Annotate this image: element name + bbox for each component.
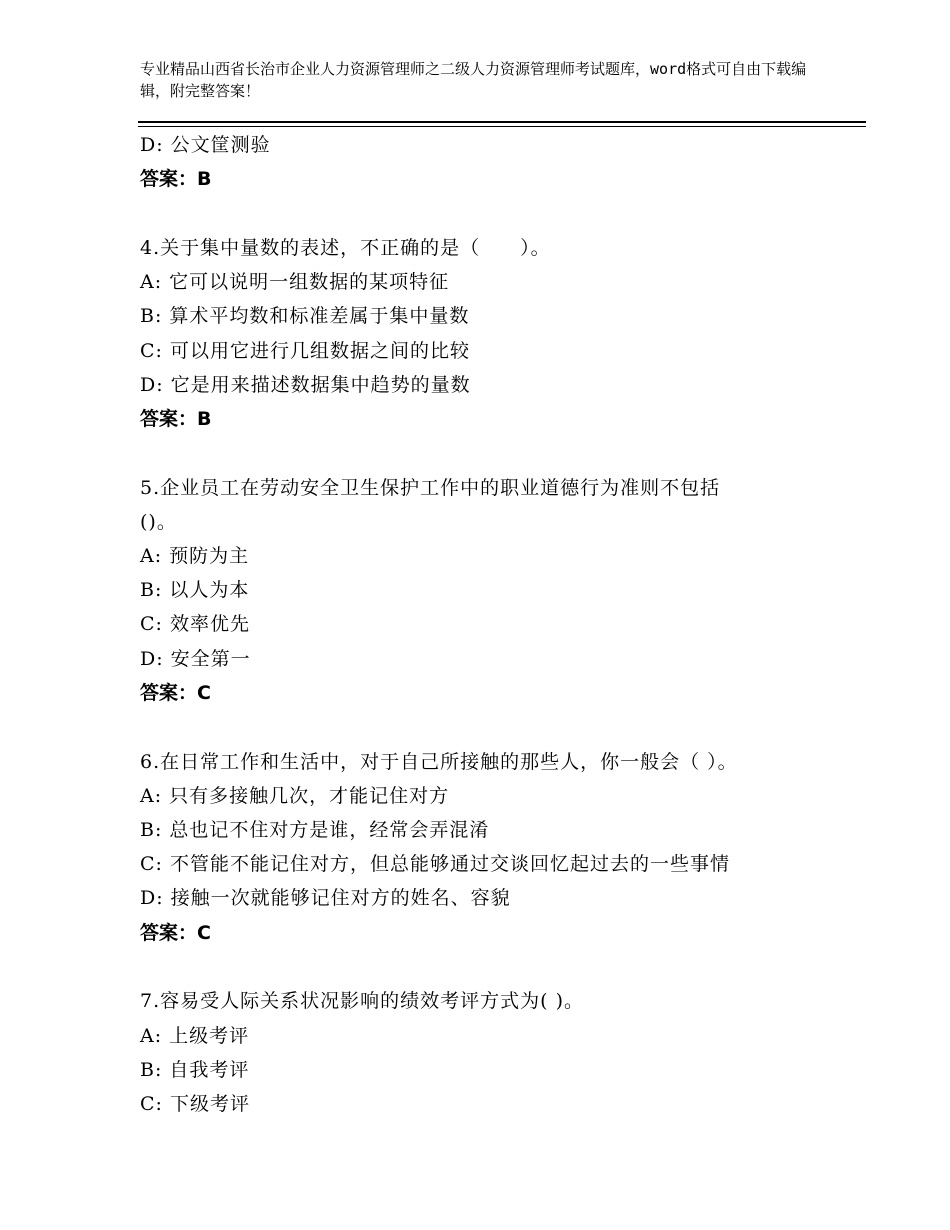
q4-option-a: A: 它可以说明一组数据的某项特征 (140, 271, 450, 294)
q5-stem-line1: 5.企业员工在劳动安全卫生保护工作中的职业道德行为准则不包括 (140, 476, 721, 499)
q3-answer: 答案：B (140, 168, 212, 191)
q3-option-d: D: 公文筐测验 (140, 134, 271, 156)
q5-option-b: B: 以人为本 (140, 579, 250, 602)
q6-option-b: B: 总也记不住对方是谁，经常会弄混淆 (140, 818, 490, 841)
q5-option-c: C: 效率优先 (140, 613, 250, 636)
header-rule-thin (138, 126, 866, 127)
q4-option-d: D: 它是用来描述数据集中趋势的量数 (140, 373, 471, 396)
q4-option-b: B: 算术平均数和标准差属于集中量数 (140, 305, 470, 328)
q4-answer: 答案：B (140, 407, 212, 430)
q5-option-a: A: 预防为主 (140, 545, 250, 568)
header-rule-thick (138, 121, 866, 123)
q6-stem: 6.在日常工作和生活中，对于自己所接触的那些人，你一般会（ ）。 (140, 750, 738, 773)
q5-option-d: D: 安全第一 (140, 647, 251, 670)
q7-stem: 7.容易受人际关系状况影响的绩效考评方式为( )。 (140, 990, 584, 1013)
document-body (140, 128, 840, 1121)
q7-option-b: B: 自我考评 (140, 1058, 250, 1081)
document-header: 专业精品山西省长治市企业人力资源管理师之二级人力资源管理师考试题库，word格式可自由下载编辑，附完整答案！ (140, 60, 807, 100)
q5-answer: 答案：C (140, 681, 211, 704)
q6-option-a: A: 只有多接触几次，才能记住对方 (140, 784, 450, 807)
q6-answer: 答案：C (140, 921, 211, 944)
q5-stem-line2: ()。 (140, 510, 177, 533)
q6-option-c: C: 不管能不能记住对方，但总能够通过交谈回忆起过去的一些事情 (140, 853, 730, 876)
q4-stem: 4.关于集中量数的表述，不正确的是（ ）。 (140, 236, 551, 259)
q4-option-c: C: 可以用它进行几组数据之间的比较 (140, 339, 470, 362)
q6-option-d: D: 接触一次就能够记住对方的姓名、容貌 (140, 887, 511, 910)
q7-option-c: C: 下级考评 (140, 1092, 250, 1115)
q7-option-a: A: 上级考评 (140, 1024, 250, 1047)
